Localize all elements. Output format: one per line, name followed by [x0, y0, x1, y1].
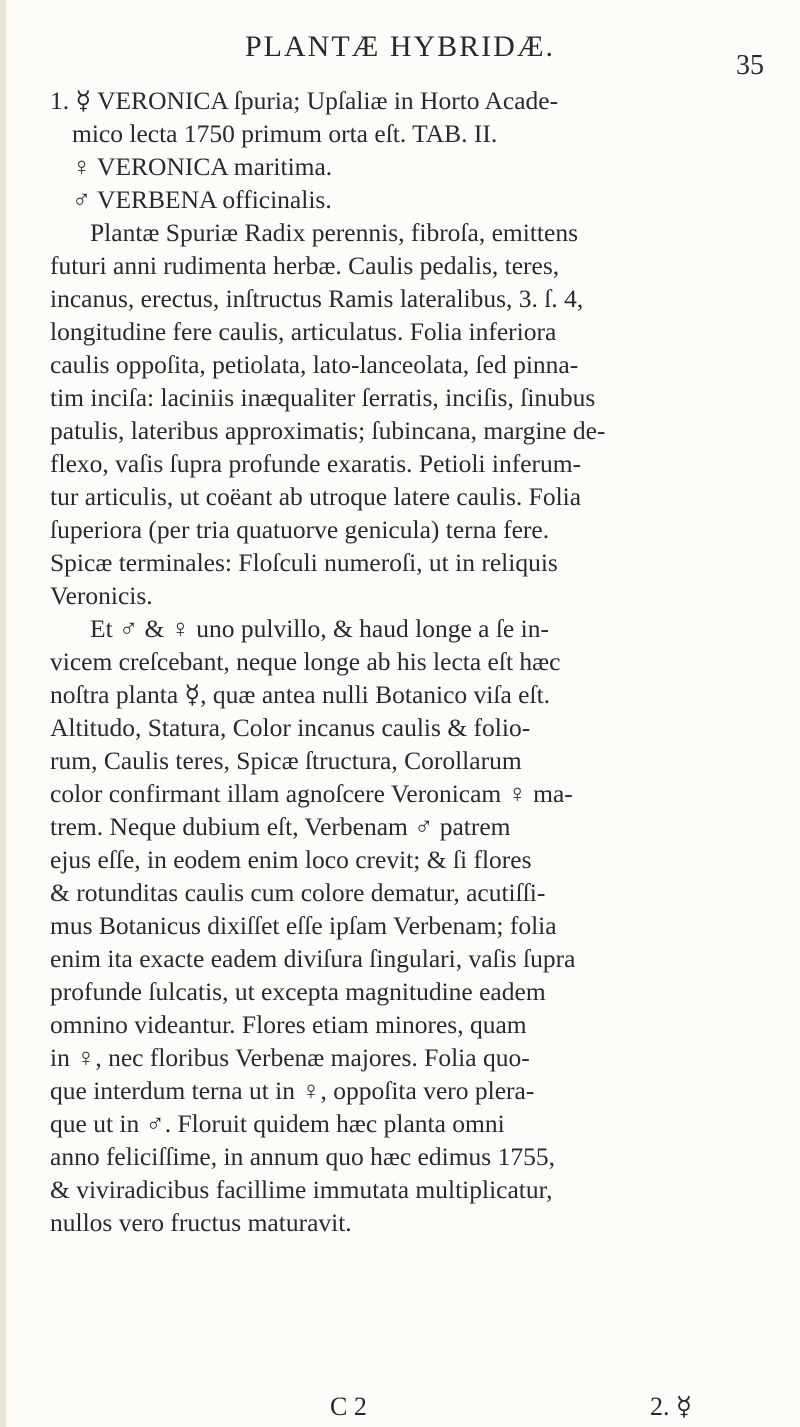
- text-line: anno feliciſſime, in annum quo hæc edimus 1755,: [50, 1142, 555, 1171]
- text-line: rum, Caulis teres, Spicæ ſtructura, Corollarum: [50, 746, 522, 775]
- text-line: ♀ VERONICA maritima.: [72, 152, 333, 181]
- text-line: ejus eſſe, in eodem enim loco crevit; & ſi flores: [50, 845, 532, 874]
- text-line: omnino videantur. Flores etiam minores, quam: [50, 1010, 527, 1039]
- text-line: tur articulis, ut coëant ab utroque latere caulis. Folia: [50, 482, 582, 511]
- text-line: flexo, vaſis ſupra profunde exaratis. Petioli inferum-: [50, 449, 582, 478]
- text-line: incanus, erectus, inſtructus Ramis lateralibus, 3. ſ. 4,: [50, 284, 584, 313]
- text-line: patulis, lateribus approximatis; ſubincana, margine de-: [50, 416, 606, 445]
- text-line: vicem creſcebant, neque longe ab his lecta eſt hæc: [50, 647, 561, 676]
- text-line: Et ♂ & ♀ uno pulvillo, & haud longe a ſe in-: [90, 614, 549, 643]
- text-line: & rotunditas caulis cum colore dematur, acutiſſi-: [50, 878, 546, 907]
- signature-mark: C 2: [330, 1392, 367, 1421]
- text-line: tim inciſa: laciniis inæqualiter ſerratis, inciſis, ſinubus: [50, 383, 596, 412]
- running-head: PLANTÆ HYBRIDÆ.: [244, 30, 556, 63]
- text-line: Plantæ Spuriæ Radix perennis, fibroſa, emittens: [90, 218, 578, 247]
- text-line: futuri anni rudimenta herbæ. Caulis pedalis, teres,: [50, 251, 560, 280]
- text-line: nullos vero fructus maturavit.: [50, 1208, 352, 1237]
- text-line: trem. Neque dubium eſt, Verbenam ♂ patrem: [50, 812, 511, 841]
- text-line: color confirmant illam agnoſcere Veronicam ♀ ma-: [50, 779, 573, 808]
- page-number: 35: [736, 50, 764, 81]
- text-line: que ut in ♂. Floruit quidem hæc planta omni: [50, 1109, 505, 1138]
- text-line: longitudine fere caulis, articulatus. Folia inferiora: [50, 317, 557, 346]
- text-line: caulis oppoſita, petiolata, lato-lanceolata, ſed pinna-: [50, 350, 579, 379]
- text-line: que interdum terna ut in ♀, oppoſita vero plera-: [50, 1076, 535, 1105]
- text-line: ſuperiora (per tria quatuorve genicula) terna fere.: [50, 515, 550, 544]
- text-line: 1. ☿ VERONICA ſpuria; Upſaliæ in Horto Acade-: [50, 86, 559, 115]
- text-line: Altitudo, Statura, Color incanus caulis & folio-: [50, 713, 531, 742]
- text-line: Spicæ terminales: Floſculi numeroſi, ut in reliquis: [50, 548, 558, 577]
- text-line: in ♀, nec floribus Verbenæ majores. Folia quo-: [50, 1043, 530, 1072]
- catchword: 2. ☿: [650, 1392, 692, 1421]
- text-line: profunde ſulcatis, ut excepta magnitudine eadem: [50, 977, 546, 1006]
- text-line: enim ita exacte eadem diviſura ſingulari, vaſis ſupra: [50, 944, 576, 973]
- text-line: ♂ VERBENA officinalis.: [72, 185, 332, 214]
- text-line: & viviradicibus facillime immutata multiplicatur,: [50, 1175, 553, 1204]
- text-line: mico lecta 1750 primum orta eſt. TAB. II.: [72, 119, 498, 148]
- body-text: [50, 84, 762, 1239]
- text-line: noſtra planta ☿, quæ antea nulli Botanico viſa eſt.: [50, 680, 551, 709]
- text-line: mus Botanicus dixiſſet eſſe ipſam Verbenam; folia: [50, 911, 557, 940]
- text-line: Veronicis.: [50, 581, 153, 610]
- page-edge-shadow: [0, 0, 6, 1427]
